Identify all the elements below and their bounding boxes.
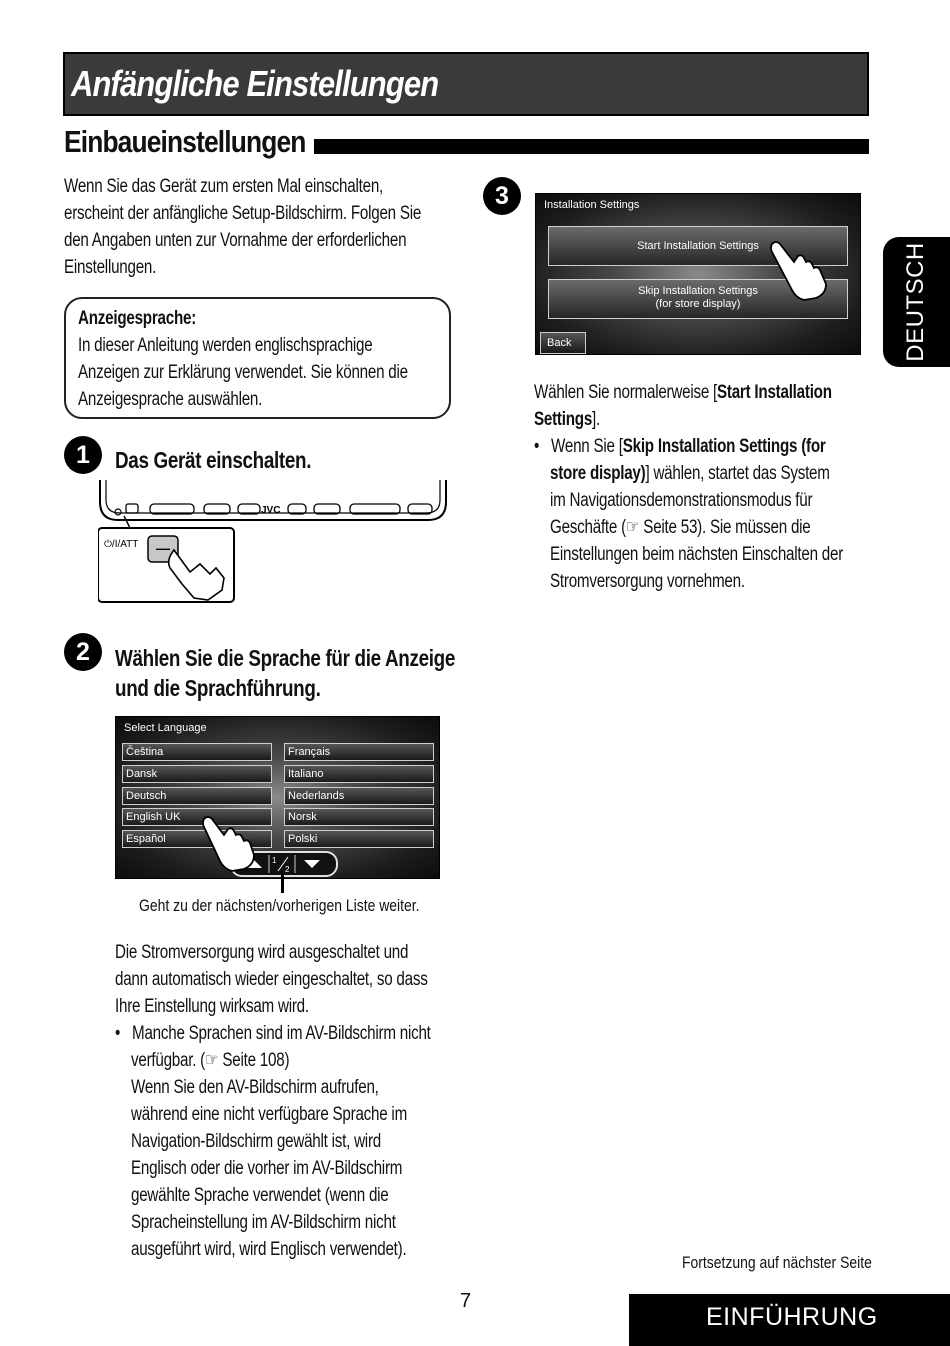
language-option-polski[interactable]: Polski bbox=[284, 830, 434, 848]
body-line: Ihre Einstellung wirksam wird. bbox=[115, 996, 309, 1017]
language-option-english-uk[interactable]: English UK bbox=[122, 808, 272, 826]
power-button-glyph: — bbox=[156, 540, 170, 556]
pointing-hand-icon bbox=[200, 813, 260, 873]
page-down-icon[interactable] bbox=[304, 860, 320, 868]
page-total: 2 bbox=[285, 865, 290, 874]
step-2-heading-line: und die Sprachführung. bbox=[115, 675, 321, 701]
intro-line: erscheint der anfängliche Setup-Bildschirm. Folgen Sie bbox=[64, 203, 422, 224]
pager-caption: Geht zu der nächsten/vorherigen Liste weiter. bbox=[139, 896, 420, 915]
brand-logo: JVC bbox=[261, 505, 281, 516]
side-tab-label: DEUTSCH bbox=[902, 242, 929, 362]
right-line bbox=[534, 379, 843, 406]
page-current: 1 bbox=[272, 856, 277, 865]
text-span: Wenn Sie [ bbox=[551, 436, 623, 457]
bold-span: Skip Installation Settings (for bbox=[622, 436, 826, 457]
text-span: ]. bbox=[592, 409, 601, 430]
bullet-dot: • bbox=[115, 1023, 133, 1044]
language-option-espanol[interactable]: Español bbox=[122, 830, 272, 848]
language-side-tab bbox=[883, 237, 950, 367]
text-span: Wählen Sie normalerweise [ bbox=[534, 382, 717, 403]
step-1-heading: Das Gerät einschalten. bbox=[115, 447, 312, 473]
bold-span: store display) bbox=[550, 463, 646, 484]
pointing-hand-icon bbox=[768, 238, 832, 302]
installation-settings-screen bbox=[535, 193, 861, 355]
language-option-francais[interactable]: Français bbox=[284, 743, 434, 761]
bold-span: Start Installation bbox=[717, 382, 832, 403]
note-text bbox=[78, 305, 408, 413]
bullet-dot: • bbox=[534, 436, 552, 457]
page-title: Anfängliche Einstellungen bbox=[71, 63, 439, 104]
step-2-heading bbox=[115, 643, 455, 703]
step-2-heading-line: Wählen Sie die Sprache für die Anzeige bbox=[115, 645, 456, 671]
right-line bbox=[534, 406, 843, 433]
footer-tab-label: EINFÜHRUNG bbox=[706, 1303, 878, 1331]
note-line: In dieser Anleitung werden englischsprachige bbox=[78, 335, 373, 356]
bullet-line: gewählte Sprache verwendet (wenn die bbox=[131, 1185, 389, 1206]
screen-title: Installation Settings bbox=[544, 199, 640, 211]
bullet-line: Spracheinstellung im AV-Bildschirm nicht bbox=[131, 1212, 396, 1233]
intro-line: den Angaben unten zur Vornahme der erforderlichen bbox=[64, 230, 407, 251]
step-2-badge: 2 bbox=[64, 633, 102, 671]
car-unit-drawing bbox=[98, 480, 448, 605]
right-line: Stromversorgung vornehmen. bbox=[550, 571, 745, 592]
step-3-description bbox=[534, 379, 843, 595]
bullet-line: Navigation-Bildschirm gewählt ist, wird bbox=[131, 1131, 381, 1152]
section-rule bbox=[314, 139, 869, 154]
bullet-line: während eine nicht verfügbare Sprache im bbox=[131, 1104, 407, 1125]
skip-button-line: Skip Installation Settings bbox=[638, 285, 758, 297]
bold-span: Settings bbox=[534, 409, 593, 430]
screen-title: Select Language bbox=[124, 722, 207, 734]
bullet-item bbox=[534, 433, 843, 460]
section-heading: Einbaueinstellungen bbox=[64, 124, 306, 159]
pager-pointer-line bbox=[281, 873, 284, 893]
section-footer-tab bbox=[629, 1294, 950, 1346]
bullet-line: Wenn Sie den AV-Bildschirm aufrufen, bbox=[131, 1077, 379, 1098]
body-line: Die Stromversorgung wird ausgeschaltet und bbox=[115, 942, 409, 963]
device-illustration bbox=[98, 480, 448, 605]
power-button-label: ⏻/I/ATT bbox=[104, 539, 139, 550]
text-span: ] wählen, startet das System bbox=[645, 463, 830, 484]
back-button[interactable]: Back bbox=[540, 332, 586, 354]
note-line: Anzeigesprache auswählen. bbox=[78, 389, 263, 410]
bullet-line: ausgeführt wird, wird Englisch verwendet). bbox=[131, 1239, 407, 1260]
start-installation-button[interactable]: Start Installation Settings bbox=[548, 226, 848, 266]
intro-line: Einstellungen. bbox=[64, 257, 157, 278]
bullet-item bbox=[115, 1020, 431, 1047]
right-line: Einstellungen beim nächsten Einschalten der bbox=[550, 544, 844, 565]
intro-line: Wenn Sie das Gerät zum ersten Mal einschalten, bbox=[64, 176, 384, 197]
language-option-dansk[interactable]: Dansk bbox=[122, 765, 272, 783]
language-option-italiano[interactable]: Italiano bbox=[284, 765, 434, 783]
right-line: im Navigationsdemonstrationsmodus für bbox=[550, 490, 813, 511]
bullet-line: verfügbar. (☞ Seite 108) bbox=[131, 1050, 290, 1071]
continued-note: Fortsetzung auf nächster Seite bbox=[682, 1253, 872, 1272]
page-number: 7 bbox=[460, 1290, 472, 1312]
select-language-screen bbox=[115, 716, 440, 879]
title-bar bbox=[63, 52, 869, 116]
bullet-line: Englisch oder die vorher im AV-Bildschirm bbox=[131, 1158, 403, 1179]
step-1-badge: 1 bbox=[64, 436, 102, 474]
intro-paragraph bbox=[64, 173, 421, 281]
note-line: Anzeigen zur Erklärung verwendet. Sie können die bbox=[78, 362, 408, 383]
bullet-line: Manche Sprachen sind im AV-Bildschirm nicht bbox=[132, 1023, 431, 1044]
right-line: Geschäfte (☞ Seite 53). Sie müssen die bbox=[550, 517, 811, 538]
language-option-nederlands[interactable]: Nederlands bbox=[284, 787, 434, 805]
language-option-norsk[interactable]: Norsk bbox=[284, 808, 434, 826]
skip-button-line: (for store display) bbox=[655, 298, 741, 310]
language-option-cestina[interactable]: Čeština bbox=[122, 743, 272, 761]
note-title: Anzeigesprache: bbox=[78, 308, 197, 329]
body-line: dann automatisch wieder eingeschaltet, so dass bbox=[115, 969, 428, 990]
language-note-box bbox=[64, 297, 451, 419]
language-option-deutsch[interactable]: Deutsch bbox=[122, 787, 272, 805]
power-cycle-paragraph bbox=[115, 939, 431, 1263]
right-line bbox=[534, 460, 843, 487]
step-3-badge: 3 bbox=[483, 177, 521, 215]
